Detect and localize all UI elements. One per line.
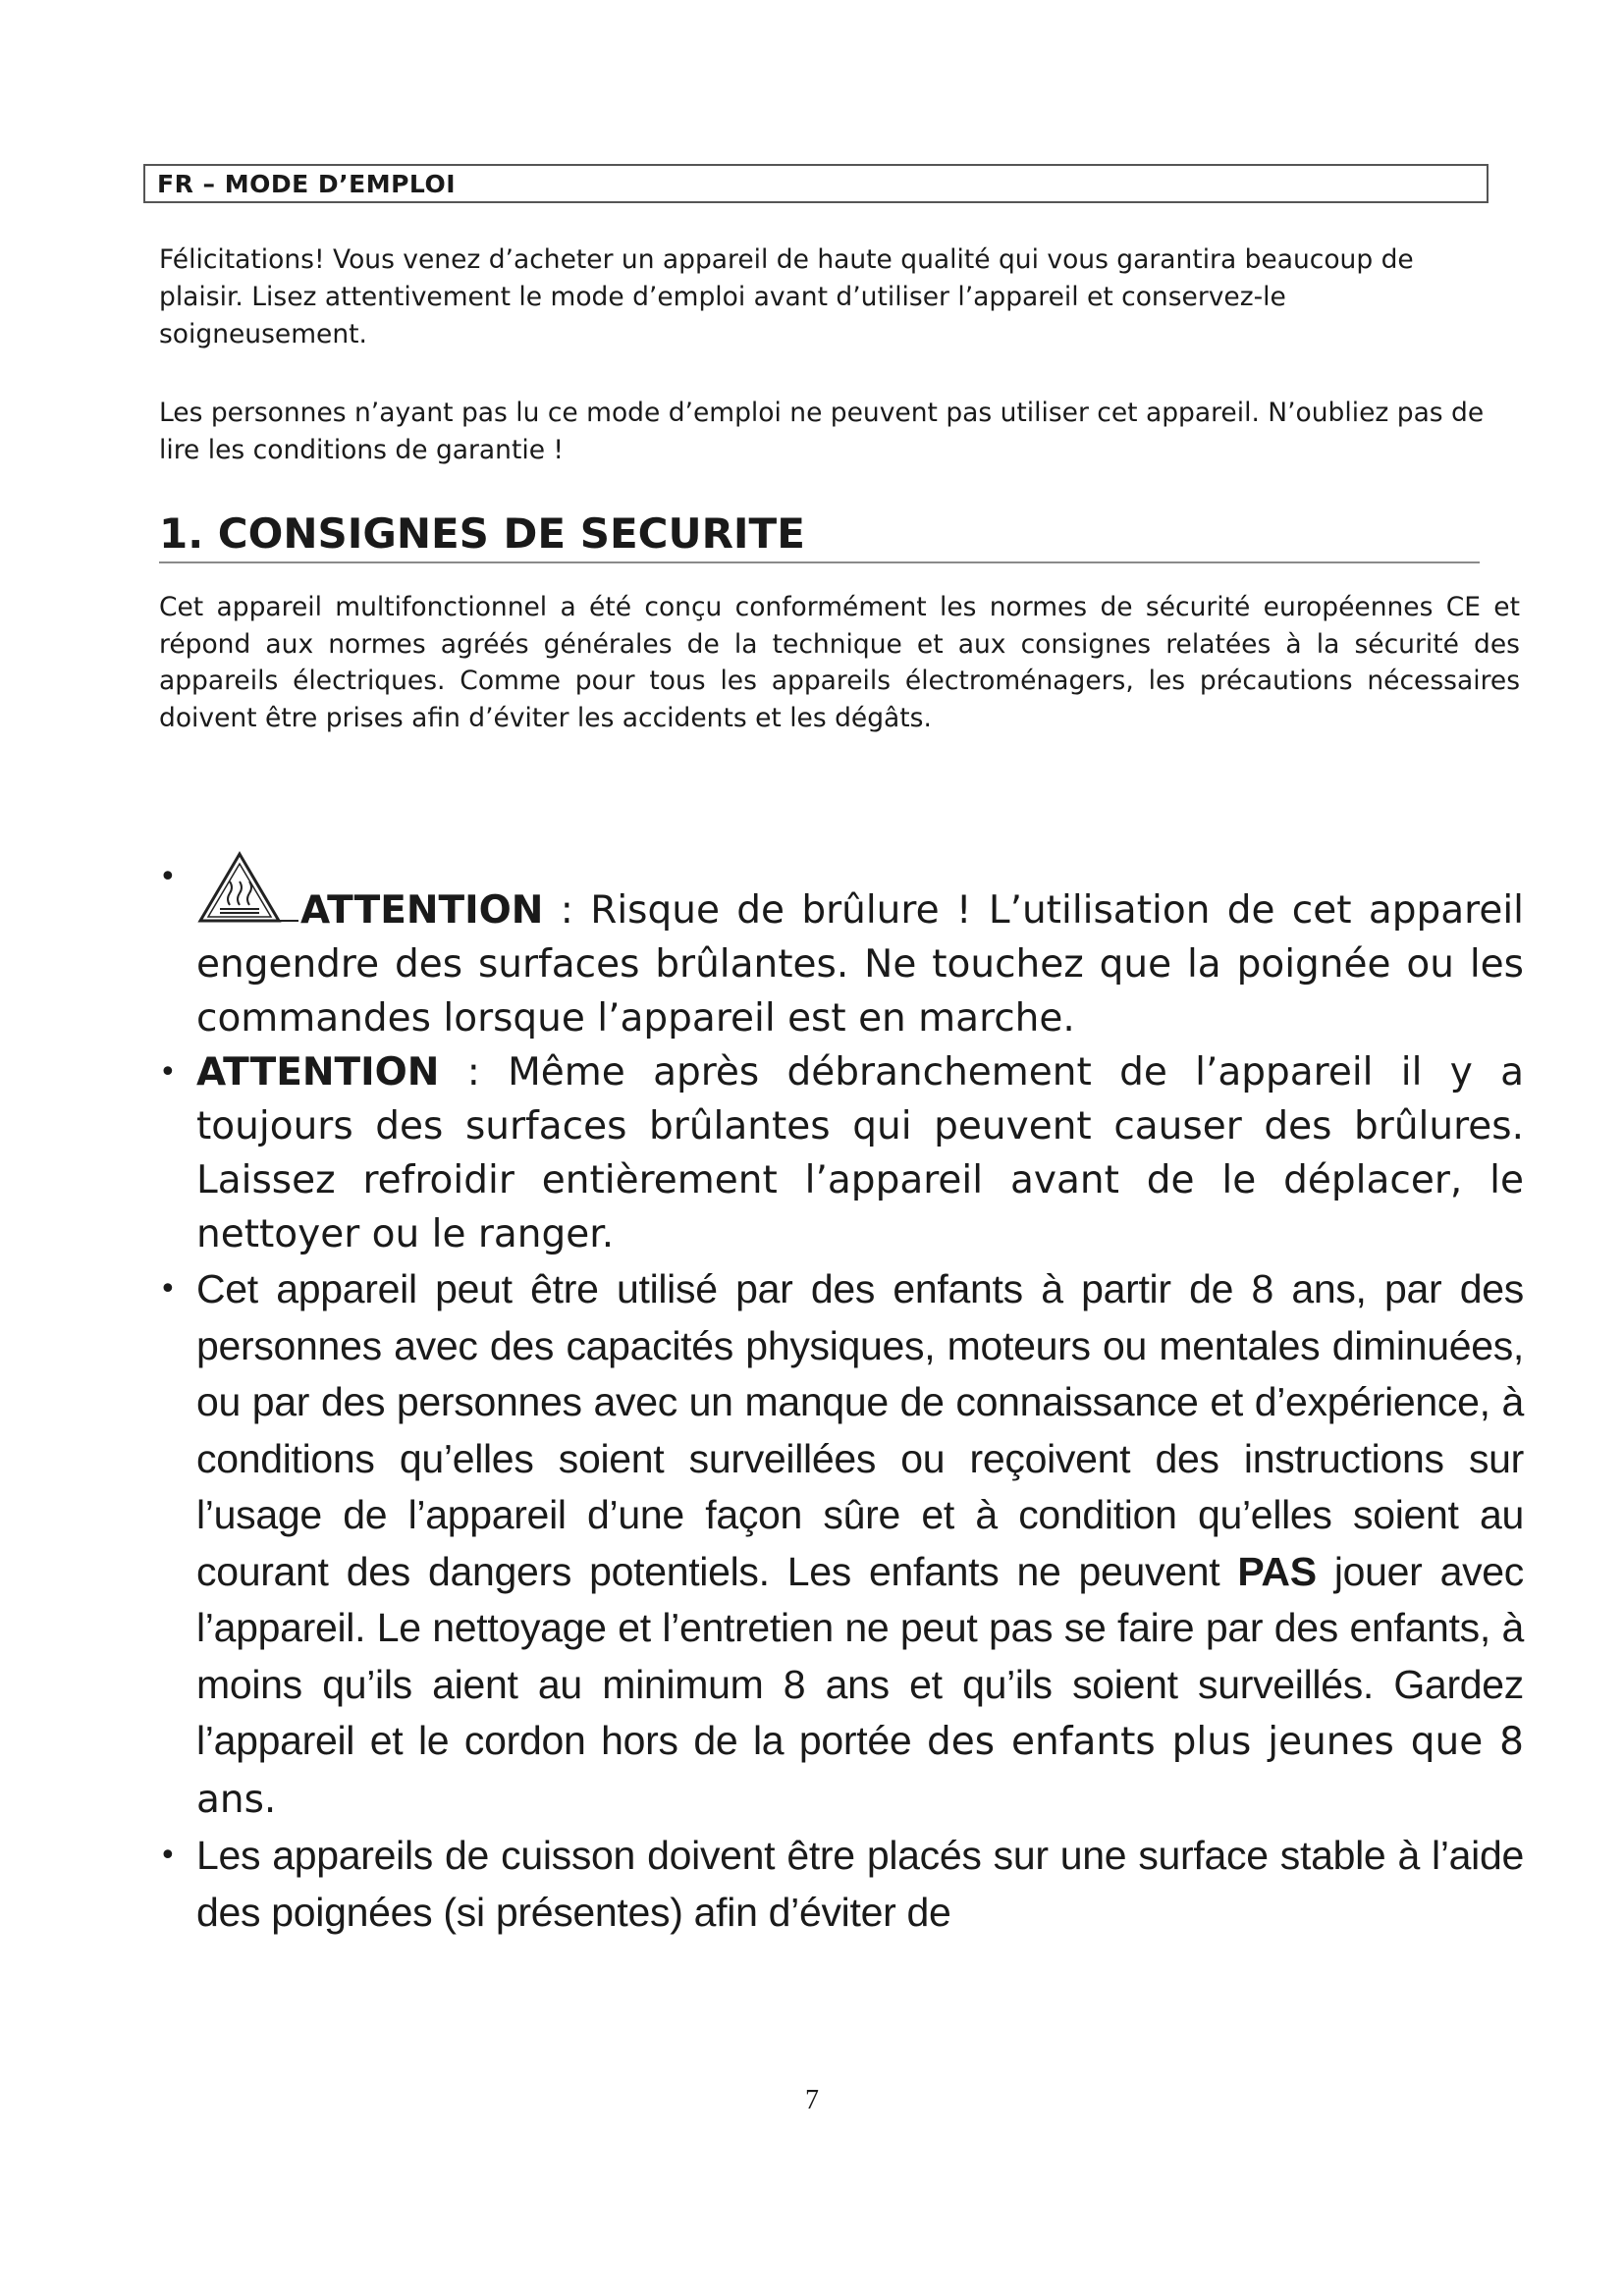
safety-item-stable-surface: [159, 1828, 1524, 1941]
section-title: 1. CONSIGNES DE SECURITE: [159, 509, 805, 558]
bullet-dot: •: [159, 1272, 177, 1307]
attention-label: ATTENTION: [196, 1050, 440, 1095]
children-text-before: Cet appareil peut être utilisé par des enfants à partir de 8 ans, par des personnes avec des capacités physiques, moteurs ou mentales diminuées, ou par des personnes avec un manque de connaissance et d’expérience, à conditions qu’elles soient surveillées ou reçoivent des instructions sur l’usage de l’appareil d’une façon sûre et à condition qu’elles soient au courant des dangers potentiels. Les enfants ne peuvent: [196, 1266, 1524, 1594]
bullet-dot: •: [159, 1839, 177, 1873]
burn-risk-text: : Risque de brûlure ! L’utilisation de cet appareil engendre des surfaces brûlantes. Ne touchez que la poignée ou les commandes lorsque l’appareil est en marche.: [196, 888, 1524, 1041]
language-header: [143, 164, 1489, 203]
children-strong: PAS: [1237, 1548, 1317, 1594]
safety-item-burn-risk: [159, 850, 1524, 1045]
intro-paragraph-congratulations: Félicitations! Vous venez d’acheter un appareil de haute qualité qui vous garantira beaucoup de plaisir. Lisez attentivement le mode d’emploi avant d’utiliser l’appareil et conservez-le soigneusement.: [159, 244, 1414, 349]
bullet-dot: •: [159, 860, 177, 894]
hot-surface-warning-icon: [196, 850, 300, 927]
children-text-after: jouer avec l’appareil. Le nettoyage et l’entretien ne peut pas se faire par des enfants, à moins qu’ils aient au minimum 8 ans et qu’ils soient surveillés. Gardez l’appareil et le cordon hors de la portée: [196, 1548, 1524, 1763]
stable-surface-text: Les appareils de cuisson doivent être placés sur une surface stable à l’aide des poignées (si présentes) afin d’éviter de: [196, 1833, 1524, 1935]
header-title: FR – MODE D’EMPLOI: [157, 170, 457, 198]
section-body: Cet appareil multifonctionnel a été conçu conformément les normes de sécurité européennes CE et répond aux normes agréés générales de la technique et aux consignes relatées à la sécurité des appareils électriques. Comme pour tous les appareils électroménagers, les précautions nécessaires doivent être prises afin d’éviter les accidents et les dégâts.: [159, 592, 1520, 733]
section-heading: [159, 507, 1480, 563]
safety-item-children: [159, 1261, 1524, 1828]
after-unplug-text: : Même après débranchement de l’appareil il y a toujours des surfaces brûlantes qui peuvent causer des brûlures. Laissez refroidir entièrement l’appareil avant de le déplacer, le nettoyer ou le ranger.: [196, 1050, 1524, 1256]
children-text-tail: des enfants plus jeunes que 8 ans.: [196, 1720, 1524, 1822]
intro-paragraph-warning: Les personnes n’ayant pas lu ce mode d’emploi ne peuvent pas utiliser cet appareil. N’oubliez pas de lire les conditions de garantie !: [159, 398, 1485, 465]
page-number: 7: [805, 2085, 819, 2115]
safety-item-after-unplug: [159, 1045, 1524, 1261]
safety-list: [159, 850, 1524, 1941]
bullet-dot: •: [159, 1055, 177, 1090]
attention-label: ATTENTION: [300, 888, 544, 933]
